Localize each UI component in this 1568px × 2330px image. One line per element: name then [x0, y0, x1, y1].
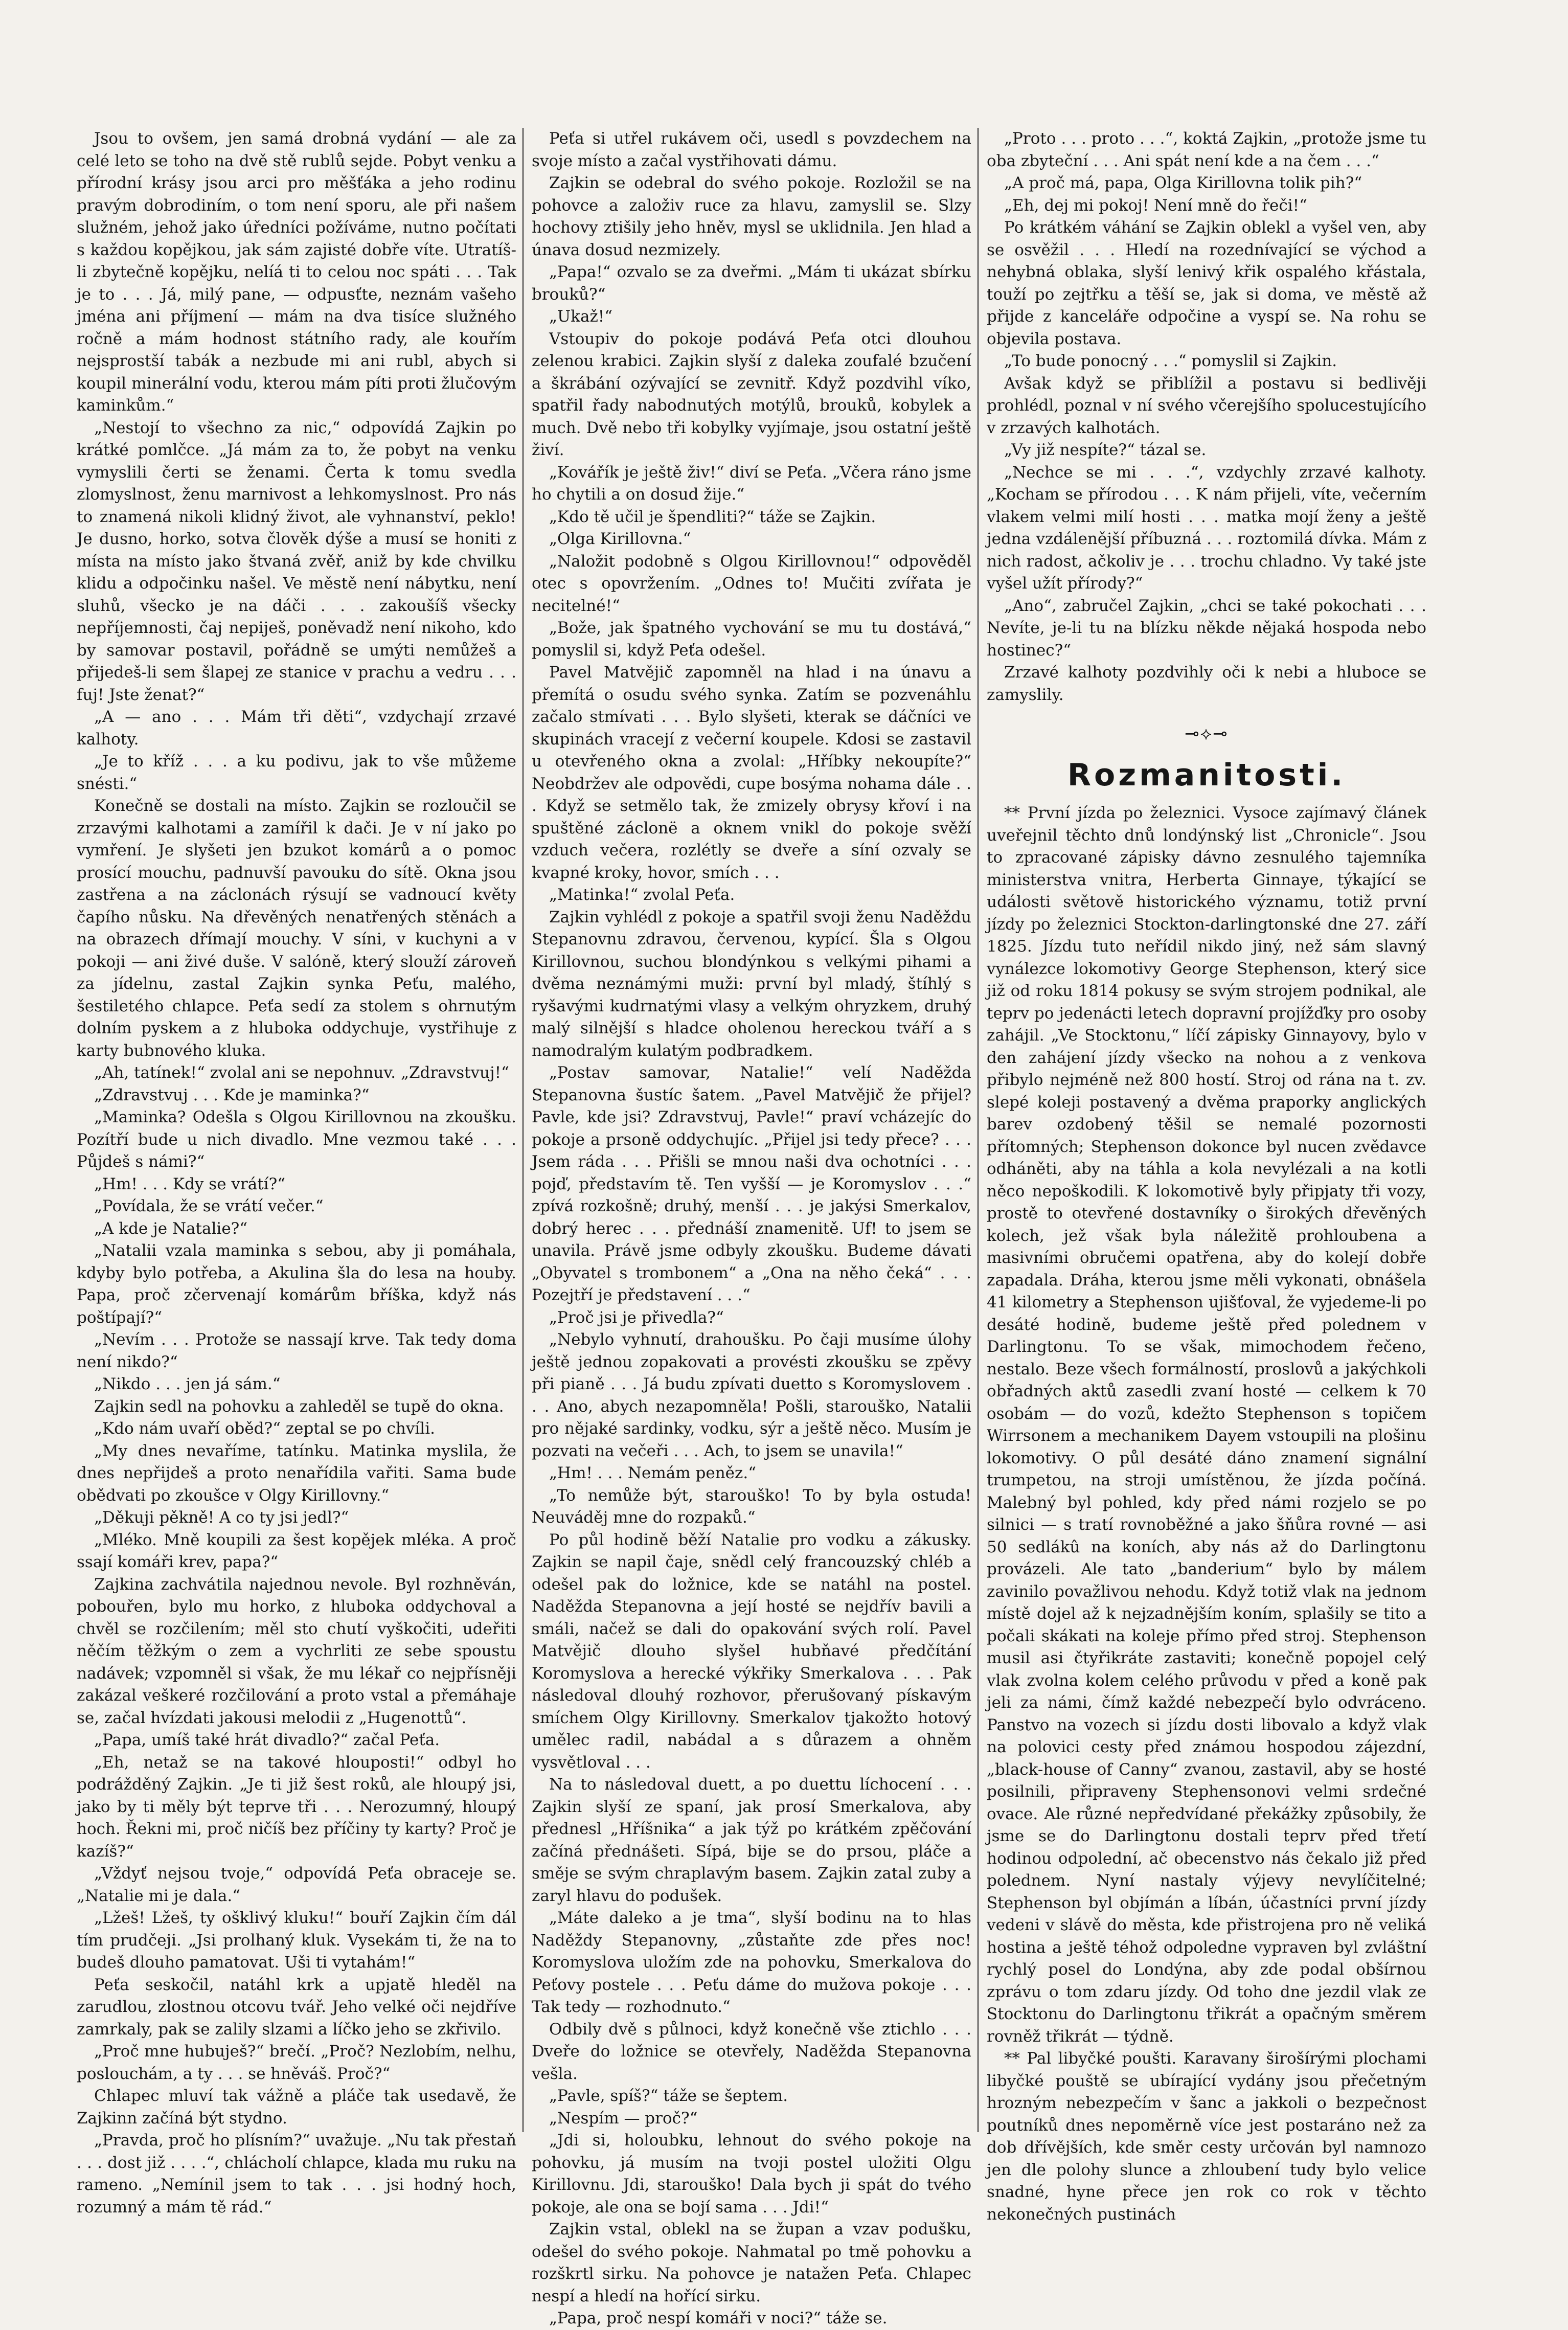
- paragraph: „Vy již nespíte?“ tázal se.: [1004, 441, 1207, 459]
- paragraph: „Jdi si, holoubku, lehnout do svého pokoje na pohovku, já musím na tvoji postel uložiti Olgu Kirillovnu. Jdi, starouško! Dala bych ji spát do tvého pokoje, ale ona se bojí sama . . . Jdi!“: [532, 2131, 971, 2216]
- paragraph: „Maminka? Odešla s Olgou Kirillovnou na zkoušku. Pozítří bude u nich divadlo. Mne vezmou také . . . Půjdeš s námi?“: [77, 1108, 516, 1171]
- paragraph: „Olga Kirillovna.“: [549, 530, 691, 548]
- paragraph: Pavel Matvějič zapomněl na hlad i na únavu a přemítá o osudu svého synka. Zatím se pozvenáhlu začalo stmívati . . . Bylo slyšeti, kterak se dáčníci ve skupinách vracejí z večerní koupele. Kdosi se zastavil u otevřeného okna a zvolal: „Hříbky nekoupíte?“ Neobdržev ale odpovědi, cupe bosýma nohama dále . . . Když se setmělo tak, že zmizely obrysy křoví i na spuštěné záclonë a oknem vnikl do pokoje svěží vzduch večera, rozlétly se dveře a síní ozvaly se kvapné kroky, hovor, smích . . .: [532, 663, 971, 882]
- paragraph: Konečně se dostali na místo. Zajkin se rozloučil se zrzavými kalhotami a zamířil k dači. Je v ní jako po vymření. Je slyšeti jen bzukot komárů a o pomoc prosící mouchu, padnuvší pavouku do sítě. Okna jsou zastřena a na záclonách rýsují se vadnoucí květy čapího nůsku. Na dřevěných nenatřených stěnách a na obrazech dřímají mouchy. V síni, v kuchyni a v pokoji — ani živé duše. V salóně, který slouží zároveň za jídelnu, zastal Zajkin synka Peťu, malého, šestiletého chlapce. Peťa sedí za stolem s ohrnutým dolním pyskem a z hluboka oddychuje, vystřihuje z karty bubnového kluka.: [77, 797, 516, 1060]
- paragraph: „Natalii vzala maminka s sebou, aby ji pomáhala, kdyby bylo potřeba, a Akulina šla do lesa na houby. Papa, proč zčervenají komárům bříška, když nás poštípají?“: [77, 1241, 516, 1327]
- paragraph: „Nevím . . . Protože se nassají krve. Tak tedy doma není nikdo?“: [77, 1330, 516, 1371]
- paragraph: „Proč mne hubuješ?“ brečí. „Proč? Nezlobím, nelhu, poslouchám, a ty . . . se hněváš. Proč?“: [77, 2042, 516, 2083]
- paragraph: „Matinka!“ zvolal Peťa.: [549, 886, 735, 904]
- column-2: [532, 128, 971, 2327]
- paragraph: Avšak když se přiblížil a postavu si bedlivěji prohlédl, poznal v ní svého včerejšího spolucestujícího v zrzavých kalhotách.: [987, 374, 1426, 437]
- paragraph: „Kdo nám uvaří oběd?“ zeptal se po chvíli.: [94, 1419, 435, 1438]
- paragraph: Zrzavé kalhoty pozdvihly oči k nebi a hluboce se zamyslily.: [987, 663, 1426, 704]
- paragraph: „Hm! . . . Nemám peněz.“: [549, 1464, 757, 1482]
- paragraph: „Proč jsi je přivedla?“: [549, 1308, 724, 1327]
- paragraph: „Zdravstvuj . . . Kde je maminka?“: [94, 1085, 370, 1104]
- paragraph: „A kde je Natalie?“: [94, 1219, 248, 1238]
- paragraph: „My dnes nevaříme, tatínku. Matinka myslila, že dnes nepřijdeš a proto nenařídila vařiti. Sama bude obědvati po zkoušce v Olgy Kirillovny.“: [77, 1441, 516, 1505]
- paragraph: „Nebylo vyhnutí, drahoušku. Po čaji musíme úlohy ještě jednou zopakovati a provésti zkoušku se zpěvy při pianě . . . Já budu zpívati duetto s Koromyslovem . . . Ano, abych nezapomněla! Pošli, starouško, Natalii pro nějaké sardinky, vodku, sýr a ještě něco. Musím je pozvati na večeři . . . Ach, to jsem se unavila!“: [532, 1330, 971, 1460]
- paragraph: ** První jízda po železnici. Vysoce zajímavý článek uveřejnil těchto dnů londýnský list „Chronicle“. Jsou to zpracované zápisky dávno zesnulého tajemníka ministerstva vnitra, Herberta Ginnaye, týkající se události světově historického významu, totiž první jízdy po železnici Stockton-darlingtonské dne 27. září 1825. Jízdu tuto neřídil nikdo jiný, než sám slavný vynálezce lokomotivy George Stephenson, který sice již od roku 1814 pokusy se svým strojem podnikal, ale teprv po jedenácti letech dopravní projížďky pro osoby zahájil. „Ve Stocktonu,“ líčí zápisky Ginnayovy, bylo v den zahájení jízdy všecko na nohou a z venkova přibylo nejméně než 800 hostí. Stroj od rána na t. zv. slepé koleji postavený a dvěma praporky anglických barev ozdobený těšil se nemalé pozornosti přítomných; Stephenson dokonce byl nucen zvědavce odháněti, aby na táhla a kola nevylézali a na kotli něco nepoškodili. K lokomotivě byly připjaty tři vozy, prostě to otevřené dostavníky o širokých dřevěných kolech, jež však byla náležitě prohloubena a masivními obručemi opatřena, aby do kolejí dobře zapadala. Dráha, kterou jsme měli vykonati, obnášela 41 kilometry a Stephenson ujišťoval, že vyjedeme-li po desáté hodině, budeme ještě před polednem v Darlingtonu. To se však, mimochodem řečeno, nestalo. Beze všech formálností, proslovů a jakýchkoli obřadných aktů zasedli zvaní hosté — celkem k 70 osobám — do vozů, kdežto Stephenson s topičem Wirrsonem a mechanikem Dayem vstoupili na plošinu lokomotivy. O půl desáté dáno znamení signální trumpetou, na stroji umístěnou, že jízda počíná. Malebný byl pohled, kdy před námi rozjelo se po silnici — s tratí rovnoběžné a jako šňůra rovné — asi 50 sedlákû na koních, aby nás až do Darlingtonu provázeli. Ale tato „banderium“ bylo by málem zavinilo považlivou nehodu. Když totiž vlak na jednom místě dojel až k nejzadnějším koním, splašily se tito a počali skákati na koleje přímo před stroj. Stephenson musil asi čtyřikráte zastaviti; konečně popojel celý vlak zvolna kolem celého průvodu v před a koně pak jeli za námi, čímž každé nebezpečí bylo odvráceno. Panstvo na vozech si jízdu dosti libovalo a když vlak na polovici cesty před známou hospodou zájezdní, „black-house of Canny“ zvanou, zastavil, aby se hosté posilnili, připraveny Stephensonovi velmi srdečné ovace. Ale různé nepředvídané překážky způsobily, že jsme se do Darlingtonu dostali teprv před třetí hodinou odpolední, ač obecenstvo nás čekalo již před polednem. Nyní nastaly výjevy nevylíčitelné; Stephenson byl objímán a líbán, účastníci první jízdy vedeni v slávě do města, kde přistrojena pro ně veliká hostina a ještě téhož odpoledne vypraven byl zvláštní rychlý posel do Londýna, aby zde podal obšírnou zprávu o tom zdaru jízdy. Od toho dne jezdil vlak ze Stocktonu do Darlingtonu třikrát a opačným směrem rovněž třikrát — týdně.: [987, 804, 1426, 2046]
- paragraph: Zajkina zachvátila najednou nevole. Byl rozhněván, pobouřen, bylo mu horko, z hluboka oddychoval a chvěl se rozčilením; měl sto chutí vyškočiti, udeřiti něčím těžkým o zem a vychrliti ze sebe spoustu nadávek; vzpomněl si však, že mu lékař co nejpřísněji zakázal veškeré rozčilování a proto vstal a přemáhaje se, začal hvízdati jakousi melodii z „Hugenottů“.: [77, 1575, 516, 1727]
- paragraph: „Papa, umíš také hrát divadlo?“ začal Peťa.: [94, 1731, 440, 1749]
- ornament-divider: ⊸⟡⊸: [1185, 723, 1229, 744]
- paragraph: Zajkin sedl na pohovku a zahleděl se tupě do okna.: [94, 1397, 504, 1416]
- column-divider: [978, 128, 979, 2132]
- paragraph: Odbily dvě s půlnoci, když konečně vše ztichlo . . . Dveře do ložnice se otevřely, Naděžda Stepanovna vešla.: [532, 2020, 971, 2083]
- paragraph: Vstoupiv do pokoje podává Peťa otci dlouhou zelenou krabici. Zajkin slyší z daleka zoufalé bzučení a škrábání ozývající se zevnitř. Když pozdvihl víko, spatřil řady nabodnutých motýlů, brouků, kobylek a much. Dvě nebo tři kobylky vyjímaje, jsou ostatní ještě živí.: [532, 329, 971, 459]
- paragraph: „Nechce se mi . . .“, vzdychly zrzavé kalhoty. „Kocham se přírodou . . . K nám přijeli, víte, večerním vlakem velmi milí hosti . . . matka mojí ženy a ještě jedna vzdálenější příbuzná . . . roztomilá dívka. Mám z nich radost, ačkoliv je . . . trochu chladno. Vy také jste vyšel užít přírody?“: [987, 463, 1426, 593]
- paragraph: „Hm! . . . Kdy se vrátí?“: [94, 1174, 286, 1193]
- paragraph: „Lžeš! Lžeš, ty ošklivý kluku!“ bouří Zajkin čím dál tím prudčeji. „Jsi prolhaný kluk. Vysekám ti, že na to budeš dlouho pamatovat. Uši ti vytahám!“: [77, 1909, 516, 1972]
- paragraph: „Nespím — proč?“: [549, 2109, 698, 2128]
- paragraph: „Je to kříž . . . a ku podivu, jak to vše můžeme snésti.“: [77, 752, 516, 793]
- paragraph: Zajkin se odebral do svého pokoje. Rozložil se na pohovce a založiv ruce za hlavu, zamyslil se. Slzy hochovy ztišily jeho hněv, mysl se uklidnila. Jen hlad a únava dosud nezmizely.: [532, 174, 971, 259]
- paragraph: „Kdo tě učil je špendliti?“ táže se Zajkin.: [549, 507, 876, 526]
- column-divider: [522, 128, 524, 2132]
- story-conclusion: [987, 128, 1426, 706]
- paragraph: „Nikdo . . . jen já sám.“: [94, 1375, 281, 1393]
- paragraph: Peťa si utřel rukávem oči, usedl s povzdechem na svoje místo a začal vystřihovati dámu.: [532, 129, 971, 170]
- paragraph: ** Pal libyčké poušti. Karavany širošírými plochami libyčké pouště se ubírající vydány jsou přečetným hrozným nebezpečím v šanc a jakkoli o bezpečnost poutníků dnes nepoměrně více jest postaráno než za dob dřívějších, kde směr cesty určován byl namnozo jen dle polohy slunce a zhloubení tudy bylo velice snadné, hyne přece jen rok co rok v těchto nekonečných pustinách: [987, 2049, 1426, 2224]
- paragraph: „Mléko. Mně koupili za šest kopějek mléka. A proč ssají komáři krev, papa?“: [77, 1530, 516, 1571]
- paragraph: „To nemůže být, starouško! To by byla ostuda! Neuváděj mne do rozpaků.“: [532, 1486, 971, 1527]
- paragraph: „Vždyť nejsou tvoje,“ odpovídá Peťa obraceje se. „Natalie mi je dala.“: [77, 1864, 516, 1905]
- paragraph: Chlapec mluví tak vážně a pláče tak usedavě, že Zajkinn začíná být stydno.: [77, 2087, 516, 2128]
- paragraph: Po krátkém váhání se Zajkin oblekl a vyšel ven, aby se osvěžil . . . Hledí na rozednívající se východ a nehybná oblaka, slyší lenivý křik ospalého křástala, touží po zejtřku a těší se, jak si doma, ve městě až přijde z kanceláře odpočine a vyspí se. Na rohu se objevila postava.: [987, 218, 1426, 348]
- paragraph: Zajkin vstal, oblekl na se župan a vzav podušku, odešel do svého pokoje. Nahmatal po tmě pohovku a rozškrtl sirku. Na pohovce je natažen Peťa. Chlapec nespí a hledí na hořící sirku.: [532, 2220, 971, 2305]
- column-3: [987, 128, 1426, 2224]
- paragraph: „Proto . . . proto . . .“, koktá Zajkin, „protože jsme tu oba zbyteční . . . Ani spát není kde a na čem . . .“: [987, 129, 1426, 170]
- paragraph: „A — ano . . . Mám tři děti“, vzdychají zrzavé kalhoty.: [77, 708, 516, 749]
- column-1: [77, 128, 516, 2216]
- paragraph: „Povídala, že se vrátí večer.“: [94, 1197, 324, 1215]
- paragraph: Zajkin vyhlédl z pokoje a spatřil svoji ženu Naděždu Stepanovnu zdravou, červenou, kypící. Šla s Olgou Kirillovnou, suchou blondýnkou s velkými pihami a dvěma neznámými muži: první byl mladý, štíhlý s ryšavými kudrnatými vlasy a velkým ohryzkem, druhý malý silnější s hladce oholenou hereckou tváří a s namodralým kulatým podbradkem.: [532, 908, 971, 1060]
- paragraph: Peťa seskočil, natáhl krk a upjatě hleděl na zarudlou, zlostnou otcovu tvář. Jeho velké oči nejdříve zamrkaly, pak se zalily slzami a líčko jeho se zkřivilo.: [77, 1975, 516, 2039]
- paragraph: „Papa, proč nespí komáři v noci?“ táže se.: [549, 2309, 888, 2327]
- paragraph: Po půl hodině běží Natalie pro vodku a zákusky. Zajkin se napil čaje, snědl celý francouzský chléb a odešel pak do ložnice, kde se natáhl na postel. Naděžda Stepanovna a její hosté se nejdřív bavili a smáli, načež se dali do opakování svých rolí. Pavel Matvějič dlouho slyšel hubňavé předčítání Koromyslova a herecké výkřiky Smerkalova . . . Pak následoval dlouhý rozhovor, přerušovaný pískavým smíchem Olgy Kirillovny. Smerkalov tjakožto hotový umělec radil, nabádal a s důrazem a ohněm vysvětloval . . .: [532, 1530, 971, 1772]
- paragraph: Jsou to ovšem, jen samá drobná vydání — ale za celé leto se toho na dvě stě rublů sejde. Pobyt venku a přírodní krásy jsou arci pro měšťáka a jeho rodinu pravým dobrodiním, o tom není sporu, ale při našem služném, jehož jako úředníci požíváme, nutno počítati s každou kopějkou, jak sám zajisté dobře víte. Utratíš-li zbytečně kopějku, nelíá ti to celou noc spáti . . . Tak je to . . . Já, milý pane, — odpusťte, neznám vašeho jména ani příjmení — mám na dva tisíce služného ročně a mám hodnost státního rady, ale kouřím nejsprostší tabák a nezbude mi ani rubl, abych si koupil minerální vodu, kterou mám píti proti žlučovým kaminkům.“: [77, 129, 516, 415]
- paragraph: „A proč má, papa, Olga Kirillovna tolik pih?“: [1004, 174, 1362, 192]
- paragraph: „Ano“, zabručel Zajkin, „chci se také pokochati . . . Nevíte, je-li tu na blízku někde nějaká hospoda nebo hostinec?“: [987, 596, 1426, 660]
- paragraph: Na to následoval duett, a po duettu líchocení . . . Zajkin slyší ze spaní, jak prosí Smerkalova, aby přednesl „Hříšnika“ a jak týž po krátkém zpěčování začíná přednášeti. Sípá, bije se do prsou, pláče a směje se svým chraplavým basem. Zajkin zatal zuby a zaryl hlavu do podušek.: [532, 1775, 971, 1905]
- paragraph: „Ah, tatínek!“ zvolal ani se nepohnuv. „Zdravstvuj!“: [94, 1064, 509, 1082]
- paragraph: „Máte daleko a je tma“, slyší bodinu na to hlas Naděždy Stepanovny, „zůstaňte zde přes noc! Koromyslova uložím zde na pohovku, Smerkalova do Peťovy postele . . . Peťu dáme do mužova pokoje . . . Tak tedy — rozhodnuto.“: [532, 1909, 971, 2016]
- paragraph: „Kovářík je ještě živ!“ diví se Peťa. „Včera ráno jsme ho chytili a on dosud žije.“: [532, 463, 971, 504]
- paragraph: „To bude ponocný . . .“ pomyslil si Zajkin.: [1004, 352, 1337, 370]
- paragraph: „Ukaž!“: [549, 307, 613, 326]
- paragraph: „Eh, dej mi pokoj! Není mně do řeči!“: [1004, 196, 1307, 215]
- paragraph: „Eh, netaž se na takové hlouposti!“ odbyl ho podrážděný Zajkin. „Je ti již šest roků, ale hloupý jsi, jako by ti měly být teprve tři . . . Nerozumný, hloupý hoch. Řekni mi, proč ničíš bez příčiny ty karty? Proč je kazíš?“: [77, 1753, 516, 1861]
- miscellany-section: [987, 802, 1426, 2226]
- paragraph: „Bože, jak špatného vychování se mu tu dostává,“ pomyslil si, když Peťa odešel.: [532, 619, 971, 660]
- paragraph: „Papa!“ ozvalo se za dveřmi. „Mám ti ukázat sbírku brouků?“: [532, 263, 971, 304]
- paragraph: „Postav samovar, Natalie!“ velí Naděžda Stepanovna šustíc šatem. „Pavel Matvějič že přijel? Pavle, kde jsi? Zdravstvuj, Pavle!“ praví vcházejíc do pokoje a prsoně oddychujíc. „Přijel jsi tedy přece? . . . Jsem ráda . . . Přišli se mnou naši dva ochotníci . . . pojď, představím tě. Ten vyšší — je Koromyslov . . .“ zpívá rozkošně; druhý, menší . . . je jakýsi Smerkalov, dobrý herec . . . přednáší znamenitě. Uf! to jsem se unavila. Právě jsme odbyly zkoušku. Budeme dávati „Obyvatel s trombonem“ a „Ona na něho čeká“ . . . Pozejtří je představení . . .“: [532, 1064, 971, 1304]
- newspaper-page: [77, 128, 1467, 2327]
- paragraph: „Děkuji pěkně! A co ty jsi jedl?“: [94, 1508, 349, 1527]
- paragraph: „Pavle, spíš?“ táže se šeptem.: [549, 2087, 788, 2105]
- paragraph: „Naložit podobně s Olgou Kirillovnou!“ odpověděl otec s opovržením. „Odnes to! Mučiti zvířata je necitelné!“: [532, 552, 971, 615]
- paragraph: „Pravda, proč ho plísním?“ uvažuje. „Nu tak přestaň . . . dost již . . . .“, chlácholí chlapce, klada mu ruku na rameno. „Nemínil jsem to tak . . . jsi hodný hoch, rozumný a mám tě rád.“: [77, 2131, 516, 2216]
- section-title: Rozmanitosti.: [1067, 757, 1346, 793]
- paragraph: „Nestojí to všechno za nic,“ odpovídá Zajkin po krátké pomlčce. „Já mám za to, že pobyt na venku vymyslili čerti se ženami. Čerta k tomu svedla zlomyslnost, ženu marnivost a lehkomyslnost. Pro nás to znamená nikoli klidný život, ale vyhnanství, peklo! Je dusno, horko, sotva člověk dýše a musí se honiti z místa na místo jako štvaná zvěř, aniž by kde chvilku klidu a odpočinku našel. Ve městě není nábytku, není sluhů, všecko je na dáči . . . zakoušíš všecky nepříjemnosti, čaj nepiješ, poněvadž není nikoho, kdo by samovar postavil, pořádně se umýti nemůžeš a přijedeš-li sem šlapej ze stanice v prachu a vedru . . . fuj! Jste ženat?“: [77, 418, 516, 704]
